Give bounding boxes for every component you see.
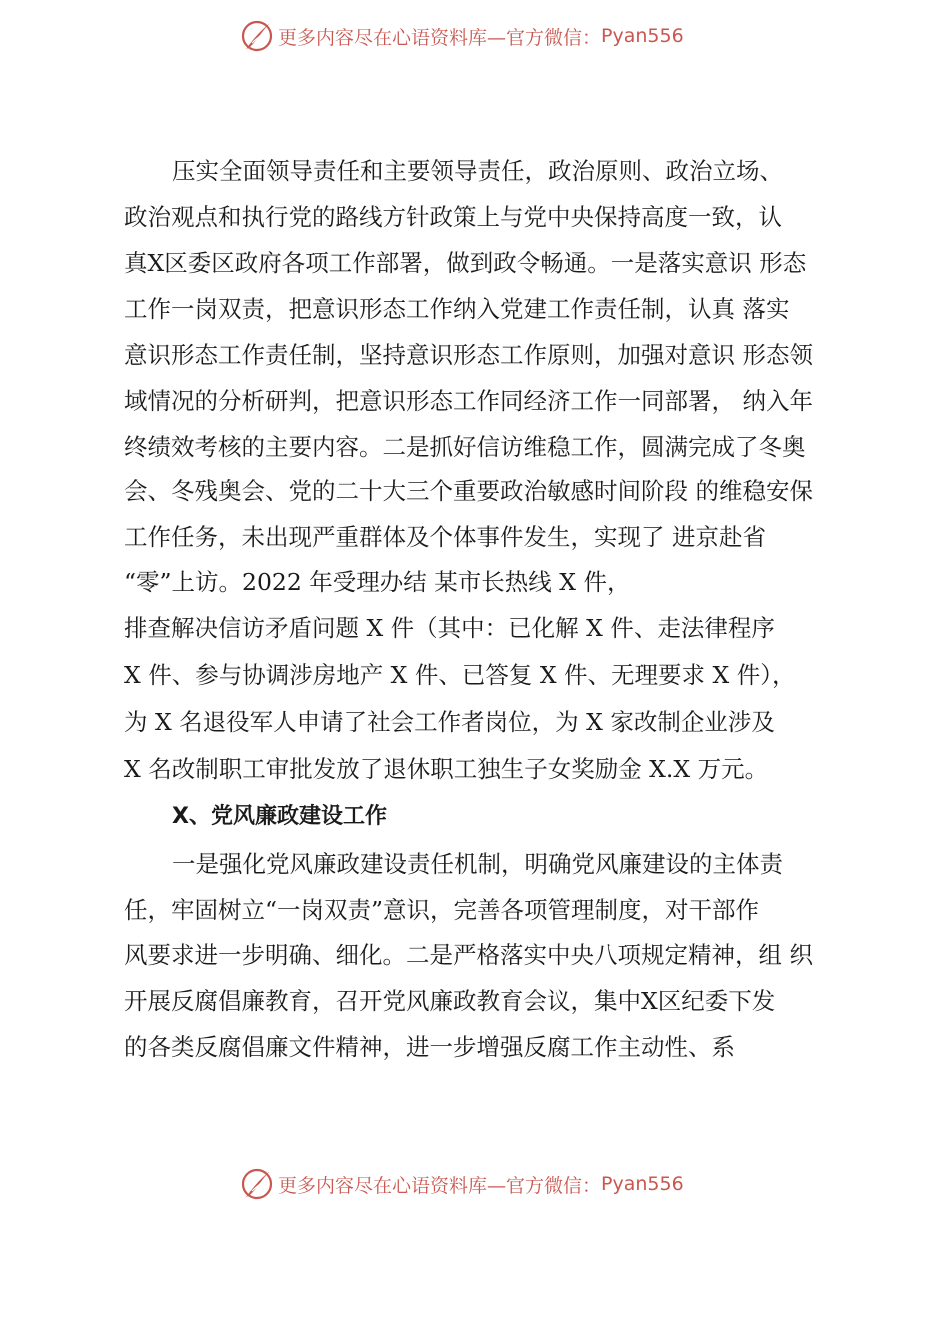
- text-line: 政治观点和执行党的路线方针政策上与党中央保持高度一致，认: [124, 203, 782, 231]
- text-line: 排查解决信访矛盾问题 X 件（其中：已化解 X 件、走法律程序: [124, 614, 775, 642]
- text-line: 为 X 名退役军人申请了社会工作者岗位，为 X 家改制企业涉及: [124, 708, 775, 736]
- text-line: 终绩效考核的主要内容。二是抓好信访维稳工作，圆满完成了冬奥: [124, 433, 806, 461]
- feather-logo-icon: [240, 19, 274, 53]
- text-line: 的各类反腐倡廉文件精神，进一步增强反腐工作主动性、系: [124, 1033, 735, 1061]
- text-line: 真X区委区政府各项工作部署，做到政令畅通。一是落实意识 形态: [124, 249, 807, 277]
- text-line: 风要求进一步明确、细化。二是严格落实中央八项规定精神，组 织: [124, 941, 813, 969]
- text-line: 任，牢固树立“一岗双责”意识，完善各项管理制度，对干部作: [124, 896, 760, 924]
- text-line: 工作一岗双责，把意识形态工作纳入党建工作责任制，认真 落实: [124, 295, 790, 323]
- text-line: 意识形态工作责任制，坚持意识形态工作原则，加强对意识 形态领: [124, 341, 813, 369]
- text-line: 域情况的分析研判，把意识形态工作同经济工作一同部署， 纳入年: [124, 387, 813, 415]
- text-line: 工作任务，未出现严重群体及个体事件发生，实现了 进京赴省: [124, 523, 766, 551]
- watermark-footer: [240, 1166, 684, 1202]
- watermark-text: 更多内容尽在心语资料库—官方微信：: [278, 1174, 602, 1197]
- watermark-text: 更多内容尽在心语资料库—官方微信：: [278, 26, 602, 49]
- watermark-wechat-id: Pyan556: [601, 25, 684, 47]
- section-heading: X、党风廉政建设工作: [172, 804, 387, 829]
- text-line: “零”上访。2022 年受理办结 某市长热线 X 件，: [124, 568, 631, 596]
- watermark-header: [240, 18, 684, 54]
- text-line: 开展反腐倡廉教育，召开党风廉政教育会议，集中X区纪委下发: [124, 987, 776, 1015]
- text-line: X 件、参与协调涉房地产 X 件、已答复 X 件、无理要求 X 件），: [124, 661, 796, 689]
- text-line: X 名改制职工审批发放了退休职工独生子女奖励金 X.X 万元。: [124, 755, 769, 783]
- text-line: 一是强化党风廉政建设责任机制，明确党风廉建设的主体责: [172, 850, 783, 878]
- text-line: 压实全面领导责任和主要领导责任，政治原则、政治立场、: [172, 157, 783, 185]
- feather-logo-icon: [240, 1167, 274, 1201]
- text-line: 会、冬残奥会、党的二十大三个重要政治敏感时间阶段 的维稳安保: [124, 477, 813, 505]
- watermark-wechat-id: Pyan556: [601, 1173, 684, 1195]
